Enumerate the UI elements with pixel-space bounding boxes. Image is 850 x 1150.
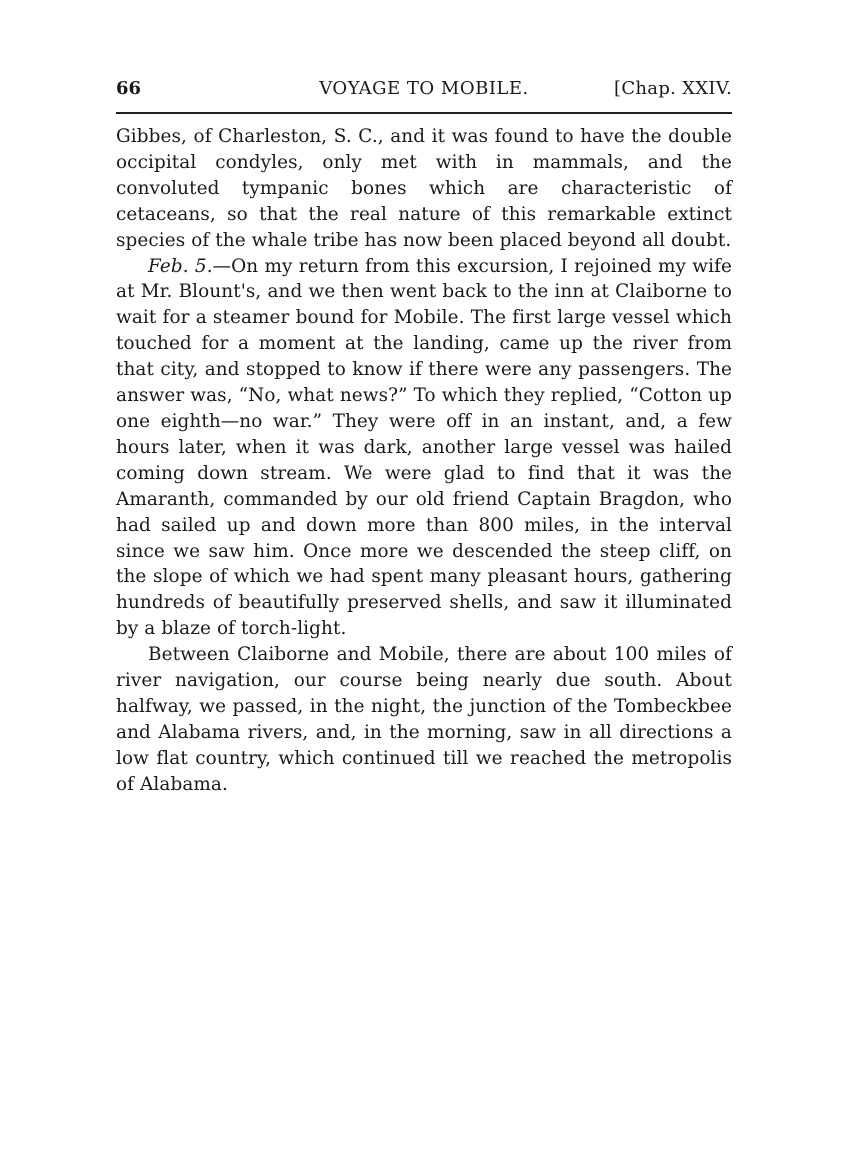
running-head	[116, 78, 732, 108]
header-rule	[116, 112, 732, 114]
paragraph-feb-5-text: —On my return from this excursion, I rejoined my wife at Mr. Blount's, and we then went back to the inn at Claiborne to wait for a steamer bound for Mobile. The first large vessel which touched for a moment at the landing, came up the river from that city, and stopped to know if there were any passengers. The answer was, “No, what news?” To which they replied, “Cotton up one eighth—no war.” They were off in an instant, and, a few hours later, when it was dark, another large vessel was hailed coming down stream. We were glad to find that it was the Amaranth, commanded by our old friend Captain Bragdon, who had sailed up and down more than 800 miles, in the interval since we saw him. Once more we descended the steep cliff, on the slope of which we had spent many pleasant hours, gathering hundreds of beautifully preserved shells, and saw it illuminated by a blaze of torch-light.	[116, 255, 732, 640]
paragraph-feb-5	[116, 254, 732, 643]
running-title: VOYAGE TO MOBILE.	[319, 78, 529, 99]
book-page	[116, 78, 732, 798]
page-number: 66	[116, 78, 142, 99]
chapter-reference: [Chap. XXIV.	[614, 78, 732, 99]
date-lead: Feb. 5.	[148, 255, 213, 277]
body-text	[116, 124, 732, 798]
paragraph-claiborne-mobile: Between Claiborne and Mobile, there are about 100 miles of river navigation, our course being nearly due south. About halfway, we passed, in the night, the junction of the Tombeckbee and Alabama rivers, and, in the morning, saw in all directions a low flat country, which continued till we reached the metropolis of Alabama.	[116, 644, 732, 795]
paragraph-continuation: Gibbes, of Charleston, S. C., and it was found to have the double occipital condyles, only met with in mammals, and the convoluted tympanic bones which are characteristic of cetaceans, so that the real nature of this remarkable extinct species of the whale tribe has now been placed beyond all doubt.	[116, 126, 732, 251]
